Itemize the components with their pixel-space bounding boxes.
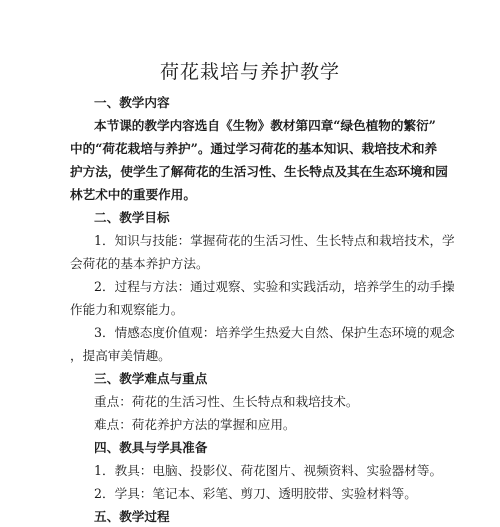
section-heading-focus: 三、教学难点与重点	[94, 371, 208, 386]
objective-item-line: 1．知识与技能：掌握荷花的生活习性、生长特点和栽培技术，学	[94, 233, 455, 248]
section-heading-materials: 四、教具与学具准备	[94, 440, 208, 455]
section-heading-process: 五、教学过程	[94, 509, 170, 524]
objective-item-line: 作能力和观察能力。	[70, 302, 184, 317]
document-title: 荷花栽培与养护教学	[159, 61, 340, 83]
materials-item: 2．学具：笔记本、彩笔、剪刀、透明胶带、实验材料等。	[94, 486, 417, 501]
section-heading-content: 一、教学内容	[94, 95, 170, 110]
section-heading-objectives: 二、教学目标	[94, 210, 170, 225]
content-paragraph-line: 护方法，使学生了解荷花的生活习性、生长特点及其在生态环境和园	[70, 164, 448, 179]
content-paragraph-line: 中的“荷花栽培与养护”。通过学习荷花的基本知识、栽培技术和养	[70, 141, 438, 156]
content-paragraph-line: 本节课的教学内容选自《生物》教材第四章“绿色植物的繁衍”	[94, 118, 436, 133]
materials-item: 1．教具：电脑、投影仪、荷花图片、视频资料、实验器材等。	[94, 463, 443, 478]
objective-item-line: 3．情感态度价值观：培养学生热爱大自然、保护生态环境的观念	[94, 325, 455, 340]
objective-item-line: 会荷花的基本养护方法。	[70, 256, 209, 271]
focus-item: 重点：荷花的生活习性、生长特点和栽培技术。	[94, 394, 359, 409]
objective-item-line: ，提高审美情趣。	[70, 348, 171, 363]
content-paragraph-line: 林艺术中的重要作用。	[70, 187, 196, 202]
objective-item-line: 2．过程与方法：通过观察、实验和实践活动，培养学生的动手操	[94, 279, 455, 294]
focus-item: 难点：荷花养护方法的掌握和应用。	[94, 417, 296, 432]
